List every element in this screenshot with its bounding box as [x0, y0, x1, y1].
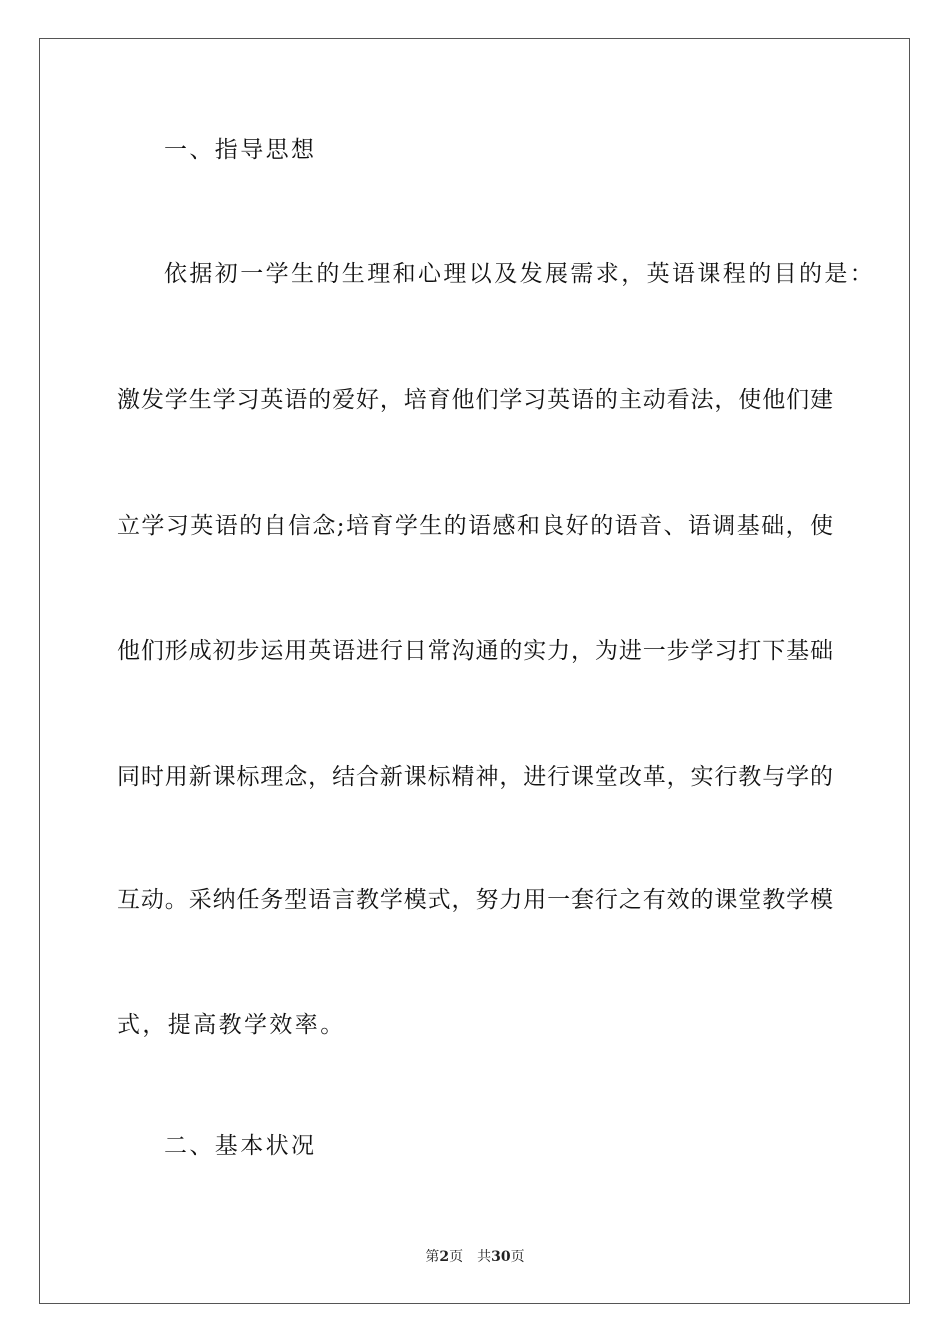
section-heading-basic-situation: 二、基本状况 [164, 1133, 317, 1159]
footer-total-pages: 30 [491, 1249, 511, 1265]
footer-current-page: 2 [439, 1249, 450, 1265]
footer-page-mid: 页 共 [449, 1249, 492, 1265]
paragraph-line-1: 依据初一学生的生理和心理以及发展需求，英语课程的目的是： [164, 261, 876, 287]
footer-page-suffix: 页 [510, 1249, 525, 1265]
page-number-footer [0, 1248, 950, 1266]
section-heading-guiding-ideology: 一、指导思想 [164, 137, 317, 163]
paragraph-line-6: 互动。采纳任务型语言教学模式，努力用一套行之有效的课堂教学模 [117, 887, 833, 913]
page-border [39, 38, 910, 1304]
paragraph-line-5: 同时用新课标理念，结合新课标精神，进行课堂改革，实行教与学的 [117, 764, 833, 790]
paragraph-line-3: 立学习英语的自信念;培育学生的语感和良好的语音、语调基础，使 [117, 513, 833, 539]
paragraph-line-2: 激发学生学习英语的爱好，培育他们学习英语的主动看法，使他们建 [117, 387, 833, 413]
footer-page-prefix: 第 [425, 1249, 440, 1265]
paragraph-line-7: 式，提高教学效率。 [117, 1012, 346, 1038]
paragraph-line-4: 他们形成初步运用英语进行日常沟通的实力，为进一步学习打下基础 [117, 638, 833, 664]
